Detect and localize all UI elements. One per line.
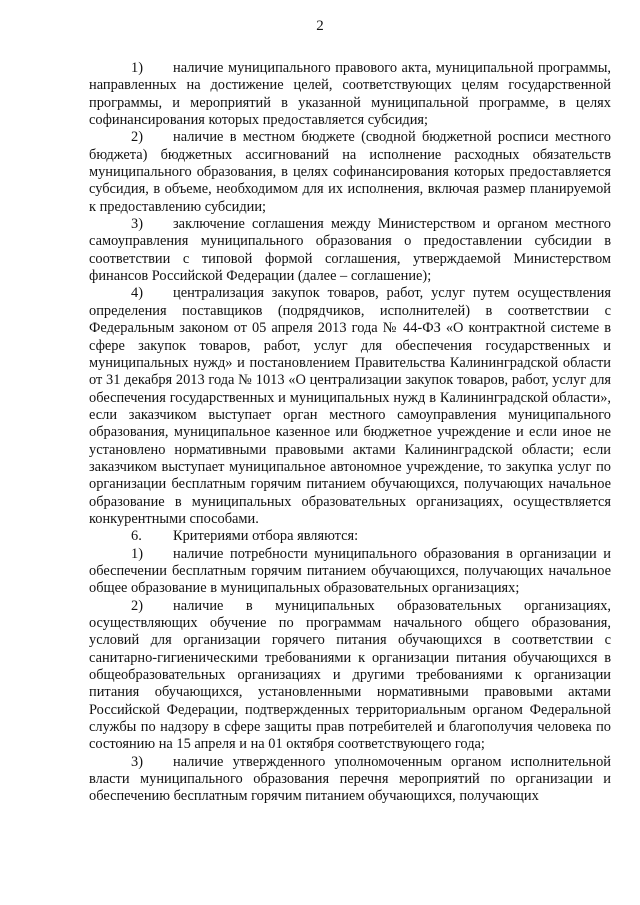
list-item [89,546,611,598]
item-number: 1) [131,60,143,76]
item-number: 3) [131,216,143,233]
item-text: наличие в местном бюджете (сводной бюджетной росписи местного бюджета) бюджетных ассигнований на исполнение расходных обязательств муниципального образования, в целях софинансирования которых предоставляется субсидия, в объеме, необходимом для их исполнения, включая размер планируемой к предоставлению субсидии; [89,129,611,215]
item-number: 2) [131,597,143,614]
item-text: наличие муниципального правового акта, муниципальной программы, направленных на достижение целей, соответствующих целям государственной программы, и мероприятий в указанной муниципальной программе, в целях софинансирования которых предоставляется субсидия; [89,60,611,129]
item-number: 4) [131,285,143,302]
item-number: 1) [131,545,143,562]
section-text: Критериями отбора являются: [173,528,359,545]
list-item [89,129,611,216]
page-number: 2 [316,18,324,34]
list-item [89,754,611,806]
item-number: 3) [131,753,143,770]
item-text: наличие потребности муниципального образования в организации и обеспечении бесплатным горячим питанием обучающихся, получающих начальное общее образование в муниципальных образовательных организациях; [89,545,611,597]
item-text: заключение соглашения между Министерством и органом местного самоуправления муниципального образования о предоставлении субсидии в соответствии с типовой формой соглашения, утверждаемой Министерством финансов Российской Федерации (далее – соглашение); [89,216,611,285]
list-item [89,60,611,129]
item-text: наличие утвержденного уполномоченным органом исполнительной власти муниципального образования перечня мероприятий по организации и обеспечению бесплатным горячим питанием обучающихся, получающих [89,753,611,805]
item-text: наличие в муниципальных образовательных организациях, осуществляющих обучение по программам начального общего образования, условий для организации горячего питания обучающихся в соответствии с санитарно-гигиеническими требованиями к организации питания обучающихся в общеобразовательных организациях и другими требованиями к организации питания обучающихся, установленными нормативными правовыми актами Российской Федерации, подтвержденных территориальным органом Федеральной службы по надзору в сфере защиты прав потребителей и благополучия человека по состоянию на 15 апреля и на 01 октября соответствующего года; [89,597,611,753]
document-body [89,60,611,806]
list-item [89,285,611,528]
section-heading [89,528,611,545]
item-text: централизация закупок товаров, работ, услуг путем осуществления определения поставщиков (подрядчиков, исполнителей) в соответствии с Федеральным законом от 05 апреля 2013 года № 44-ФЗ «О контрактной системе в сфере закупок товаров, работ, услуг для обеспечения государственных и муниципальных нужд» и постановлением Правительства Калининградской области от 31 декабря 2013 года № 1013 «О централизации закупок товаров, работ, услуг для обеспечения государственных и муниципальных нужд в Калининградской области», если заказчиком выступает орган местного самоуправления муниципального образования, муниципальное казенное или бюджетное учреждение и если иное не установлено нормативными правовыми актами Калининградской области; если заказчиком выступает муниципальное автономное учреждение, то закупка услуг по организации бесплатным горячим питанием обучающихся, получающих начальное образование в муниципальных образовательных организациях, осуществляется конкурентными способами. [89,285,611,527]
list-item [89,216,611,285]
item-number: 2) [131,129,143,146]
section-number: 6. [131,528,142,545]
list-item [89,598,611,754]
